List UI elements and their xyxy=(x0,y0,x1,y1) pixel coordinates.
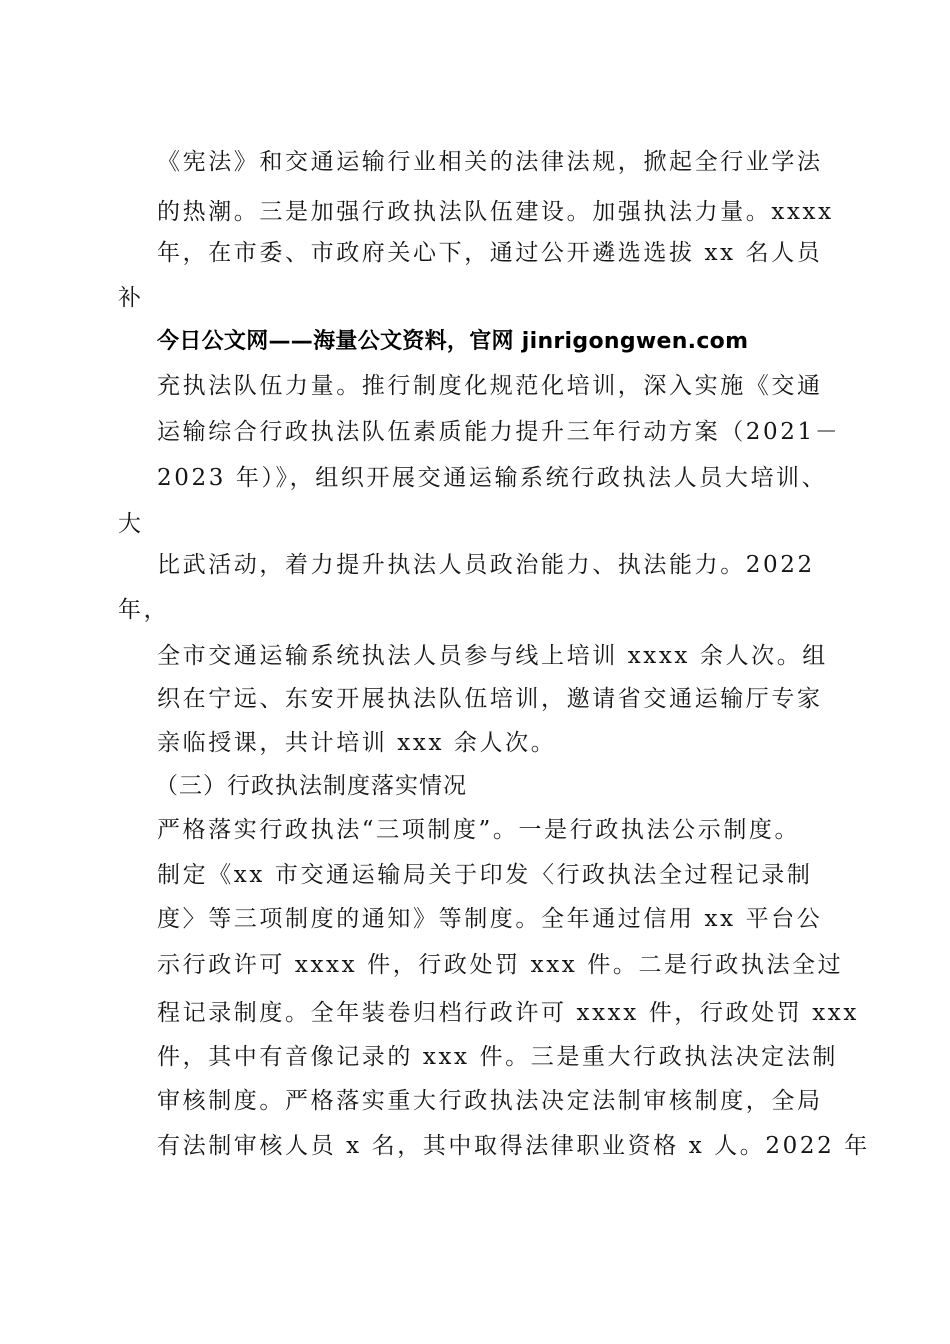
paragraph-line: 程记录制度。全年装卷归档行政许可 xxxx 件，行政处罚 xxx xyxy=(157,1000,859,1026)
paragraph-line: 件，其中有音像记录的 xxx 件。三是重大行政执法决定法制 xyxy=(157,1044,838,1070)
paragraph-line: 2023 年）》，组织开展交通运输系统行政执法人员大培训、 xyxy=(157,465,828,491)
paragraph-line: 织在宁远、东安开展执法队伍培训，邀请省交通运输厅专家 xyxy=(157,686,823,712)
paragraph-line: 《宪法》和交通运输行业相关的法律法规，掀起全行业学法 xyxy=(157,149,823,175)
paragraph-line: 度〉等三项制度的通知》等制度。全年通过信用 xx 平台公 xyxy=(157,906,823,932)
paragraph-line: 运输综合行政执法队伍素质能力提升三年行动方案（2021－ xyxy=(157,419,841,445)
watermark-banner: 今日公文网——海量公文资料，官网 jinrigongwen.com xyxy=(157,329,749,354)
paragraph-line: 严格落实行政执法“三项制度”。一是行政执法公示制度。 xyxy=(157,817,801,843)
paragraph-line: 制定《xx 市交通运输局关于印发〈行政执法全过程记录制 xyxy=(157,862,813,888)
paragraph-line: 示行政许可 xxxx 件，行政处罚 xxx 件。二是行政执法全过 xyxy=(157,952,844,978)
paragraph-line: 充执法队伍力量。推行制度化规范化培训，深入实施《交通 xyxy=(157,373,823,399)
paragraph-line: 年，在市委、市政府关心下，通过公开遴选选拔 xx 名人员 xyxy=(157,240,823,266)
section-heading: （三）行政执法制度落实情况 xyxy=(155,773,467,799)
paragraph-line: 审核制度。严格落实重大行政执法决定法制审核制度，全局 xyxy=(157,1088,823,1114)
paragraph-line: 年， xyxy=(118,597,170,623)
paragraph-line: 亲临授课，共计培训 xxx 余人次。 xyxy=(157,730,557,756)
paragraph-line: 大 xyxy=(118,511,144,537)
paragraph-line: 的热潮。三是加强行政执法队伍建设。加强执法力量。xxxx xyxy=(157,199,834,225)
paragraph-line: 比武活动，着力提升执法人员政治能力、执法能力。2022 xyxy=(157,552,815,578)
paragraph-line: 全市交通运输系统执法人员参与线上培训 xxxx 余人次。组 xyxy=(157,643,828,669)
paragraph-line: 有法制审核人员 x 名，其中取得法律职业资格 x 人。2022 年 xyxy=(157,1133,870,1159)
paragraph-line: 补 xyxy=(118,285,144,311)
